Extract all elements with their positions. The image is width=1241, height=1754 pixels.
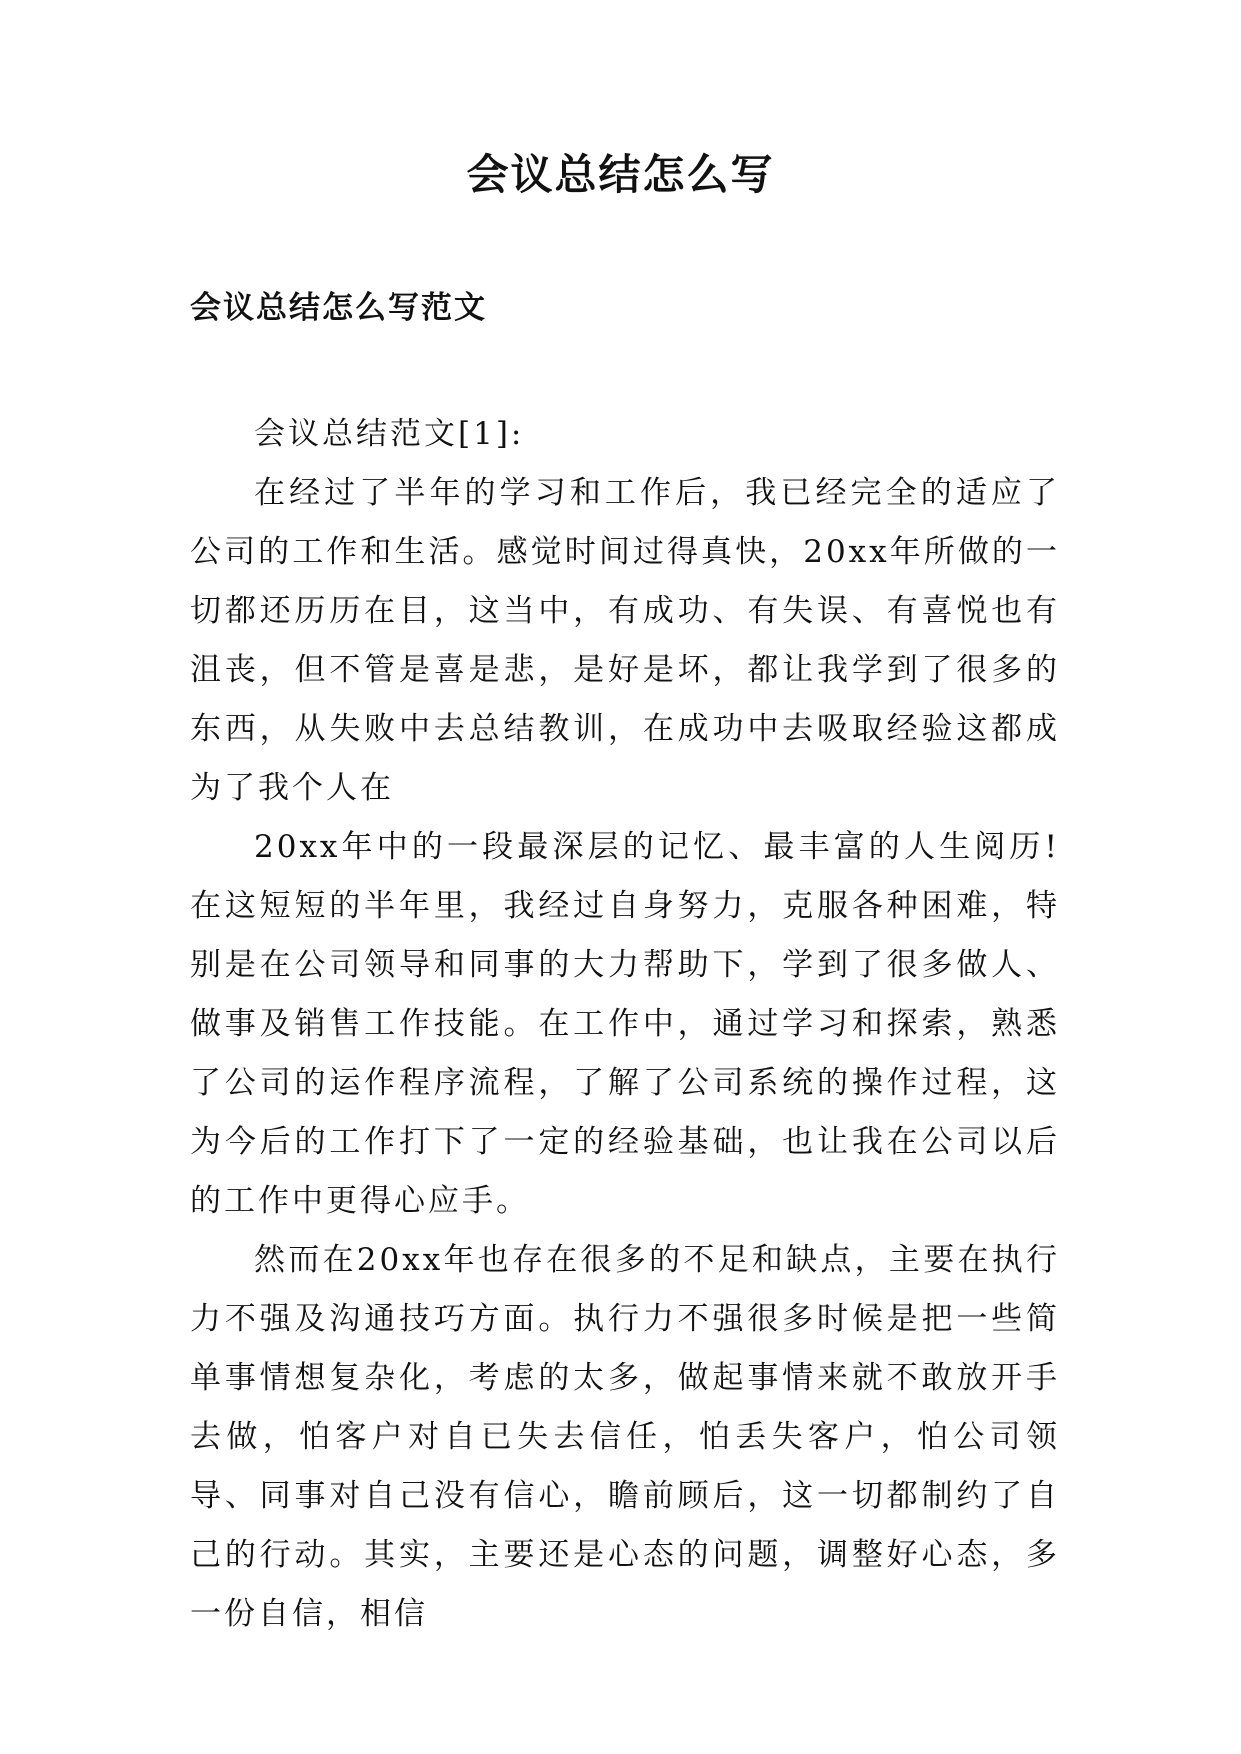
paragraph-1: 在经过了半年的学习和工作后，我已经完全的适应了公司的工作和生活。感觉时间过得真快，20xx年所做的一切都还历历在目，这当中，有成功、有失误、有喜悦也有沮丧，但不管是喜是悲，是好是坏，都让我学到了很多的东西，从失败中去总结教训，在成功中去吸取经验这都成为了我个人在 [190,475,1060,806]
section-heading: 会议总结范文[1]: [254,416,525,452]
paragraph-3: 然而在20xx年也存在很多的不足和缺点，主要在执行力不强及沟通技巧方面。执行力不强很多时候是把一些简单事情想复杂化，考虑的太多，做起事情来就不敢放开手去做，怕客户对自已失去信任，怕丢失客户，怕公司领导、同事对自己没有信心，瞻前顾后，这一切都制约了自己的行动。其实，主要还是心态的问题，调整好心态，多一份自信，相信 [190,1242,1060,1632]
page-title: 会议总结怎么写 [466,150,775,199]
document-subtitle: 会议总结怎么写范文 [190,290,487,326]
paragraph-2: 20xx年中的一段最深层的记忆、最丰富的人生阅历!在这短短的半年里，我经过自身努力，克服各种困难，特别是在公司领导和同事的大力帮助下，学到了很多做人、做事及销售工作技能。在工作中，通过学习和探索，熟悉了公司的运作程序流程，了解了公司系统的操作过程，这为今后的工作打下了一定的经验基础，也让我在公司以后的工作中更得心应手。 [190,829,1060,1219]
document-body [190,405,1060,1644]
